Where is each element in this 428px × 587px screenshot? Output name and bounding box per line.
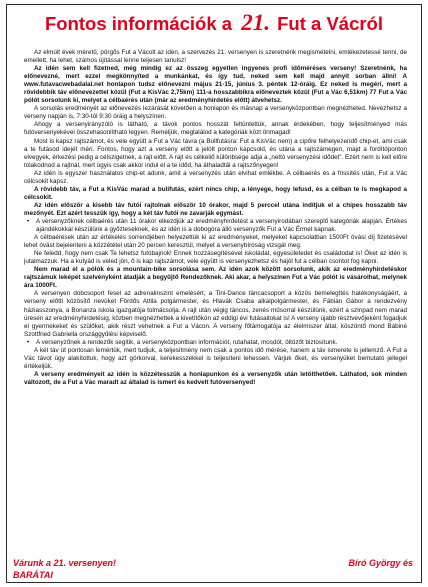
title-pre: Fontos információk a: [45, 13, 233, 34]
paragraph: A verseny eredményeit az idén is közzétesszük a honlapunkon és a versenyzők után letölthetőek. Láthatod, sok minden változott, de a Fut a Vác maradt az általad is ismert és kedvelt futóversenyed!: [24, 370, 407, 386]
page-title: [7, 11, 421, 36]
flyer-body: [24, 49, 407, 387]
paragraph: Ahogy a versenyirányzóló is látható, a távok pontos hosszát feltüntettük, annak érdekében, hogy teljesítményed más futóversenyekével összehasonlítható legyen. Reméljük, megtalálod a kategóriák közt önmagad!: [24, 121, 407, 137]
paragraph: Az idén sem kell fizetned, még mindig ez az összeg egyetlen ingyenes profi időméréses verseny! Szeretnénk, ha előnevezné, mert ezzel megkönnyíted a munkánkat, és így tud, neked sem kell majd annyit sorban állni! A www.futavacwebadalal.net honlapon tudsz előnevezni május 21-15, június 3. péntek 12-óráig. Ez neked is megéri, mert a rövidebbik táv előnevezettel közül (Fut a KisVác 2,75km) 111-a hosszabbikra előneveztek közül (Fut a Vác 6,51km) 77 Fut a Vác pólót sorsolunk ki, melyet a célbaérés után (már az eredményhirdetés előtt) átvehetsz.: [24, 65, 407, 105]
paragraph: A két táv út pontosan lemértük, mert tudjuk, a teljesítmény nem csak a pontos idő mérése, hanem a táv ismerete is jellemző. A Fut a Vác távot úgy alakítottuk, hogy azt görkorval, kerekesszékkel is teljesíteni lehessen. Várjuk őket, és versenyüket bemutató jellegel értékeljük.: [24, 346, 407, 370]
bullet-paragraph: • A versenyzőnek a rendezők segítik, a versenyközpontban információt, rutahatat, mosdót, öltözőt biztosítunk.: [24, 339, 407, 347]
footer-signature: Bíró György és: [348, 558, 413, 568]
footer-friends: BARÁTAI: [13, 570, 53, 580]
bullet-paragraph: • A versenyzőknek célbaérés után 11 órakor elkezdjük az eredményhirdetést a versenyirodában szereplő kategóriák alapján. Értékes ajándékokkal készülünk a győzteseknek, és az idén is a dobogóra álló versenyzők Fut a Vác Érmet kapnak.: [24, 218, 407, 234]
title-post: Fut a Vácról: [277, 13, 383, 34]
paragraph: Az elmúlt évek méretű, pörgős Fut a Vácolt az idén, a szervezés 21. versenyen is szeretnénk megismételni, emlékezetessé tenni, de emellett, ha lehet, számos újítással lenne teljesen tanulsz!: [24, 49, 407, 65]
paragraph: A rövidebb táv, a Fut a KisVác marad a bulifutás, ezért nincs chip, a lényege, hogy lefusd, és a célban te is megkapod a célcsokit.: [24, 185, 407, 201]
paragraph: Az idén először a kisebb táv futói rajtolnak először 10 órakor, majd 5 perccel utána indítjuk el a chipes hosszabb táv mezőnyét. Ezt azért tesszük így, hogy a két táv futói ne zavarják egymást.: [24, 201, 407, 217]
footer-invite: Várunk a 21. versenyen!: [13, 558, 117, 568]
paragraph: A célbaérések után az értékelés sorrendjében helyezettük ki az eredményeket, melyeket kapcsolatban 1500Ft óvási díj fizetésével lehet óvást bejelenteni a közzététel után 20 percen keresztül, melyet a versenybíróság vizsgál meg.: [24, 234, 407, 250]
paragraph: Most is kapsz rajtszámot, és vele együtt a Fut a Vác távra (a Bullfutásra: Fut a KisVác nem) a cipőre felhelyezendő chip-et, ami csak a te futásod idejét méri. Fontos, hogy azt a verseny előtt a jelölt ponton kapcsold, és utána a rajtszámegen, majd a fordítóponton elvegyek, érkezési pedig a célszigetnek, a rajt előtt. A rajt és célkeliő különbsége adja a „nettó versenyzési idődet”. Ezért nem is kell előre tolakodnod a rajtnál, mert úgyis csak akkor indul el a te időd, ha áthaladtál a rajtszőnyegen!: [24, 137, 407, 169]
flyer-page: [6, 4, 422, 583]
paragraph: A sorsolás eredményét az előnevezés lezárását követően a honlapon és másnap a versenyközpontban megnézheted. Nevezhetsz a verseny napján is, 7:30-tól 9:30 óráig a helyszínen.: [24, 105, 407, 121]
title-number: 21.: [241, 10, 270, 35]
paragraph: Ne feledd, hogy nem csak Te lehetsz futóbajnok! Ennek hozzásegítésével iskoládat, egyesületedet és családodat is! Öket az idén is jutalmazzuk. Ha a kutyád is veled jön, ő is kap rajtszámot, vele együtt is versenyezhetsz és hajól fut a célban csontot fog kapni.: [24, 250, 407, 266]
paragraph: A versenyen dobcsoport fesel az adrenalinszint emelésért, a Tini-Dance táncacsoport a közös bemelegítés hatékonyságáért, a verseny előtti közösítő nevüket Fördős Attila polgármester, és Hlavák Csaba alkalpolgármester, és Fábián Gábor a rendezvény háziasszonya, a Bonanza iskola igazgatója tolmácsolja. A rajt után végig táncos, zenés műsorral készülünk, ezért a színpad nem marad üresen az eredményhirdetésig, közben megnézhettek a kivetítőkön az eddigi évi futásaitokat is! A verseny újabb résztvevőjeként fogadjuk el gyermekeket és szülőket, akik részt vehetnek a Fut a Vácon. A verseny főtámogatója az élelmiszer által, köszöntő mond Bábiné Szottfried Gabriella országgyűlési képviselő.: [24, 290, 407, 338]
paragraph: Nem marad el a pólók és a mountain-bike sorsolása sem. Az idén azok között sorsolunk, akik az eredményhirdetéskor rajtszámuk leképét szelvényként átadják a begyűjtő Rendezőknek. Aki akar, a helyszínen Fut a Vác pólót is vásárolhat, melynek ára 1000Ft.: [24, 266, 407, 290]
paragraph: Az idén is egyszer használatos chip-et adunk, amit a versenyzés után elvihat emlékbe. A célbaérés és a frissítés után, Fut a Vác célcsokit kapsz.: [24, 169, 407, 185]
